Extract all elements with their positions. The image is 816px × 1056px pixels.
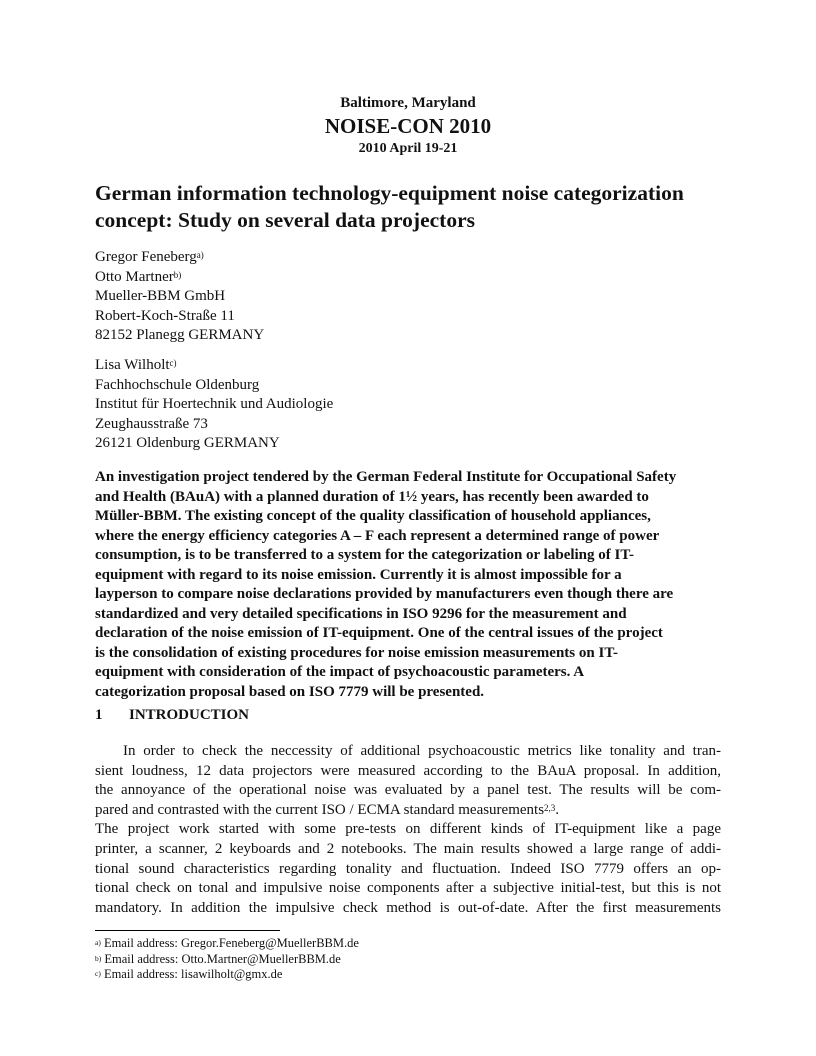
author-line [95,356,333,376]
abstract-line: Müller-BBM. The existing concept of the quality classification of household appliances, [95,508,651,524]
reference-marks: 2,3 [544,802,556,813]
section-body [95,742,721,918]
author-block-2 [95,356,333,454]
body-text-end: . [555,801,560,818]
author-name: Lisa Wilholt [95,357,170,373]
paper-title [95,180,735,234]
body-text: pared and contrasted with the current ISO / ECMA standard measurements [95,801,545,818]
abstract-line: and Health (BAuA) with a planned duration of 1½ years, has recently been awarded to [95,488,649,505]
body-line-with-ref [95,801,721,821]
conference-dates: 2010 April 19-21 [358,141,458,156]
affiliation-line: 82152 Planegg GERMANY [95,327,265,343]
affiliation-line: Zeughausstraße 73 [95,415,208,432]
body-line: the annoyance of the operational noise was evaluated by a panel test. The results will be com- [95,782,721,799]
affiliation-line: Institut für Hoertechnik und Audiologie [95,396,334,412]
affiliation-line: Mueller-BBM GmbH [95,288,226,304]
section-number: 1 [95,707,103,723]
abstract-line: is the consolidation of existing procedures for noise emission measurements on IT- [95,644,618,661]
author-name: Otto Martner [95,268,174,285]
title-line: German information technology-equipment noise categorization [95,181,684,205]
affiliation-line: Fachhochschule Oldenburg [95,376,260,393]
body-line: sient loudness, 12 data projectors were measured according to the BAuA proposal. In addition, [95,762,721,779]
abstract-line: where the energy efficiency categories A – F each represent a determined range of power [95,527,660,544]
footnote-mark: c) [95,969,101,978]
body-line: tional check on tonal and impulsive noise components after a subjective initial-test, but this is not [95,880,721,897]
author-mark: b) [173,269,182,280]
author-name: Gregor Feneberg [95,249,197,265]
body-line: mandatory. In addition the impulsive check method is out-of-date. After the first measurements [95,899,721,916]
footnote [95,967,359,983]
footnote-rule [95,930,280,931]
author-line [95,268,264,288]
author-mark: c) [169,358,177,368]
abstract-line: consumption, is to be transferred to a system for the categorization or labeling of IT- [95,547,634,563]
footnote-text: Email address: Gregor.Feneberg@MuellerBBM.de [103,936,359,950]
body-line: tional sound characteristics regarding tonality and fluctuation. Indeed ISO 7779 offers an op- [95,860,721,877]
affiliation-line: Robert-Koch-Straße 11 [95,307,235,324]
section-title: INTRODUCTION [129,707,250,723]
footnote [95,952,359,968]
abstract-line: equipment with consideration of the impact of psychoacoustic parameters. A [95,664,585,680]
abstract-line: layperson to compare noise declarations provided by manufacturers even though there are [95,586,674,602]
footnote [95,936,359,952]
author-line [95,248,264,268]
section-heading [95,707,249,724]
abstract-line: standardized and very detailed specifications in ISO 9296 for the measurement and [95,605,627,622]
abstract [95,468,735,702]
title-line: concept: Study on several data projectors [95,208,475,232]
body-line: The project work started with some pre-tests on different kinds of IT-equipment like a page [95,821,721,838]
conference-location: Baltimore, Maryland [340,95,476,111]
abstract-line: declaration of the noise emission of IT-equipment. One of the central issues of the project [95,625,663,641]
body-line: printer, a scanner, 2 keyboards and 2 notebooks. The main results showed a large range of addi- [95,840,721,857]
abstract-line: An investigation project tendered by the German Federal Institute for Occupational Safety [95,469,677,485]
conference-name: NOISE-CON 2010 [324,114,492,138]
body-line: In order to check the neccessity of additional psychoacoustic metrics like tonality and tran- [123,743,721,759]
footnote-mark: b) [95,953,102,963]
footnote-text: Email address: lisawilholt@gmx.de [103,967,283,981]
author-mark: a) [196,250,204,260]
footnote-mark: a) [95,938,101,947]
footnotes [95,936,359,983]
footnote-text: Email address: Otto.Martner@MuellerBBM.de [104,951,341,966]
abstract-line: equipment with regard to its noise emission. Currently it is almost impossible for a [95,566,622,583]
affiliation-line: 26121 Oldenburg GERMANY [95,435,280,451]
author-block-1 [95,248,264,346]
abstract-line: categorization proposal based on ISO 7779 will be presented. [95,683,485,700]
